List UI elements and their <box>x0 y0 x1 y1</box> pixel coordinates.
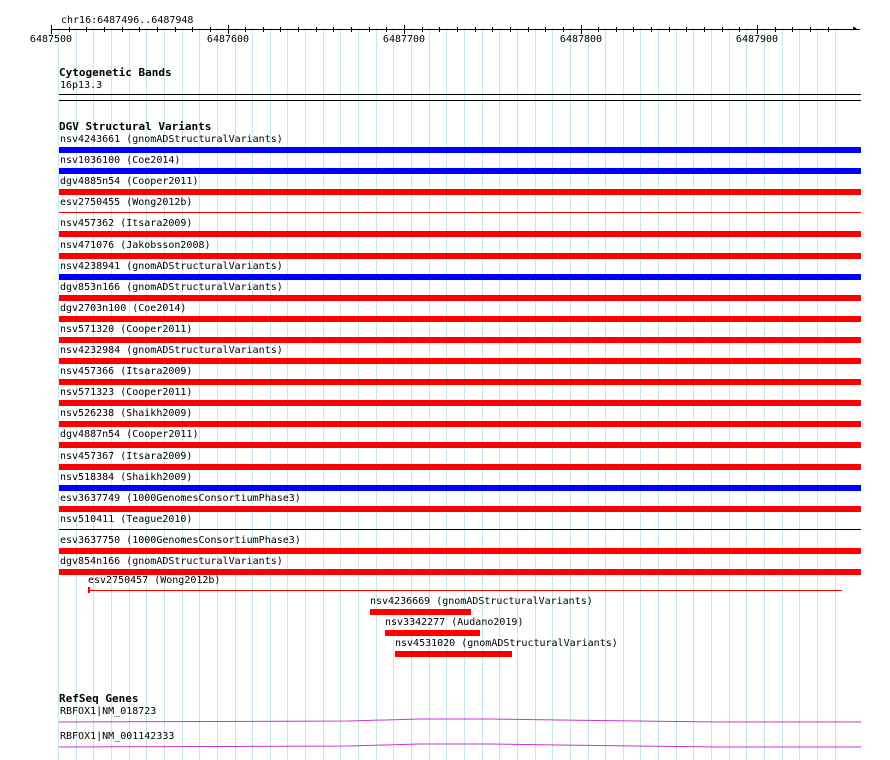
variant-bar[interactable] <box>59 147 861 153</box>
variant-label: nsv571320 (Cooper2011) <box>60 324 193 335</box>
grid-line <box>570 28 571 760</box>
variant-bar[interactable] <box>385 630 480 636</box>
variant-bar[interactable] <box>59 358 861 364</box>
grid-line <box>764 28 765 760</box>
variant-label: dgv4885n54 (Cooper2011) <box>60 176 199 187</box>
variant-label: esv3637749 (1000GenomesConsortiumPhase3) <box>60 493 301 504</box>
ruler-tick <box>86 27 87 32</box>
ruler-tick <box>139 27 140 32</box>
ruler-tick <box>210 27 211 32</box>
grid-line <box>711 28 712 760</box>
dgv-track-title: DGV Structural Variants <box>59 120 212 133</box>
ruler-tick <box>810 27 811 32</box>
ruler-tick <box>263 27 264 32</box>
refseq-track-title: RefSeq Genes <box>59 692 139 705</box>
ruler-tick <box>122 27 123 32</box>
cytoband-bar-bottom <box>59 100 861 101</box>
grid-line <box>535 28 536 760</box>
ruler-tick <box>633 27 634 32</box>
ruler-tick <box>51 25 52 34</box>
variant-label: nsv4238941 (gnomADStructuralVariants) <box>60 261 283 272</box>
ruler-tick <box>245 27 246 32</box>
variant-bar[interactable] <box>59 337 861 343</box>
cytoband-track-title: Cytogenetic Bands <box>59 66 172 79</box>
variant-bar[interactable] <box>59 316 861 322</box>
ruler-tick <box>104 27 105 32</box>
ruler-tick <box>775 27 776 32</box>
ruler-tick <box>581 25 582 34</box>
variant-label: nsv471076 (Jakobsson2008) <box>60 240 211 251</box>
ruler-tick <box>510 27 511 32</box>
variant-label: nsv457366 (Itsara2009) <box>60 366 193 377</box>
gene-label: RBFOX1|NM_018723 <box>60 706 157 717</box>
variant-label: dgv4887n54 (Cooper2011) <box>60 429 199 440</box>
grid-line <box>658 28 659 760</box>
ruler-tick <box>369 27 370 32</box>
grid-line <box>799 28 800 760</box>
ruler-label: 6487600 <box>206 34 250 45</box>
variant-bar[interactable] <box>59 464 861 470</box>
variant-label: esv2750457 (Wong2012b) <box>88 575 221 586</box>
gene-model-line[interactable] <box>59 717 861 725</box>
grid-line <box>376 28 377 760</box>
variant-label: dgv2703n100 (Coe2014) <box>60 303 187 314</box>
ruler-tick <box>598 27 599 32</box>
ruler-tick <box>792 27 793 32</box>
gene-label: RBFOX1|NM_001142333 <box>60 731 175 742</box>
grid-line <box>58 28 59 760</box>
grid-line <box>623 28 624 760</box>
ruler-tick <box>457 27 458 32</box>
variant-label: nsv1036100 (Coe2014) <box>60 155 181 166</box>
grid-line <box>517 28 518 760</box>
ruler-tick <box>828 27 829 32</box>
ruler-tick <box>616 27 617 32</box>
cytoband-bar-top <box>59 94 861 95</box>
variant-bar[interactable] <box>59 529 861 530</box>
grid-line <box>588 28 589 760</box>
ruler-tick <box>69 27 70 32</box>
ruler-tick <box>404 25 405 34</box>
variant-label: esv2750455 (Wong2012b) <box>60 197 193 208</box>
variant-bar[interactable] <box>59 506 861 512</box>
ruler-tick <box>351 27 352 32</box>
variant-label: dgv853n166 (gnomADStructuralVariants) <box>60 282 283 293</box>
variant-bar[interactable] <box>88 590 842 591</box>
grid-line <box>552 28 553 760</box>
grid-line <box>729 28 730 760</box>
variant-label: nsv457362 (Itsara2009) <box>60 218 193 229</box>
variant-label: nsv4232984 (gnomADStructuralVariants) <box>60 345 283 356</box>
ruler-tick <box>757 25 758 34</box>
ruler-tick <box>175 27 176 32</box>
grid-line <box>835 28 836 760</box>
variant-bar[interactable] <box>59 485 861 491</box>
grid-line <box>693 28 694 760</box>
variant-bar[interactable] <box>59 295 861 301</box>
variant-bar[interactable] <box>59 231 861 237</box>
variant-bar[interactable] <box>59 189 861 195</box>
ruler-tick <box>439 27 440 32</box>
grid-line <box>340 28 341 760</box>
ruler-tick <box>722 27 723 32</box>
grid-line <box>782 28 783 760</box>
ruler-label: 6487500 <box>29 34 73 45</box>
ruler-tick <box>192 27 193 32</box>
ruler-tick <box>651 27 652 32</box>
variant-label: nsv4236669 (gnomADStructuralVariants) <box>370 596 593 607</box>
ruler-tick <box>157 27 158 32</box>
variant-bar[interactable] <box>59 379 861 385</box>
variant-bar[interactable] <box>59 400 861 406</box>
chromosome-position: chr16:6487496..6487948 <box>61 15 194 26</box>
ruler-tick <box>739 27 740 32</box>
ruler-label: 6487700 <box>382 34 426 45</box>
variant-label: nsv518384 (Shaikh2009) <box>60 472 193 483</box>
ruler-arrow-icon: ▸ <box>852 23 859 34</box>
grid-line <box>817 28 818 760</box>
ruler-tick <box>228 25 229 34</box>
variant-bar[interactable] <box>59 253 861 259</box>
variant-bar[interactable] <box>395 651 512 657</box>
variant-bar[interactable] <box>59 548 861 554</box>
variant-label: nsv510411 (Teague2010) <box>60 514 193 525</box>
variant-bar[interactable] <box>59 274 861 280</box>
variant-label: esv3637750 (1000GenomesConsortiumPhase3) <box>60 535 301 546</box>
ruler-tick <box>316 27 317 32</box>
grid-line <box>676 28 677 760</box>
variant-label: nsv457367 (Itsara2009) <box>60 451 193 462</box>
variant-label: nsv571323 (Cooper2011) <box>60 387 193 398</box>
grid-line <box>640 28 641 760</box>
variant-label: nsv4531020 (gnomADStructuralVariants) <box>395 638 618 649</box>
variant-bar-start <box>88 587 90 593</box>
variant-label: nsv526238 (Shaikh2009) <box>60 408 193 419</box>
grid-line <box>358 28 359 760</box>
ruler-tick <box>563 27 564 32</box>
variant-label: nsv4243661 (gnomADStructuralVariants) <box>60 134 283 145</box>
cytoband-label: 16p13.3 <box>60 80 103 91</box>
ruler-tick <box>298 27 299 32</box>
ruler-tick <box>545 27 546 32</box>
ruler-tick <box>686 27 687 32</box>
ruler-tick <box>669 27 670 32</box>
ruler-label: 6487900 <box>735 34 779 45</box>
variant-bar[interactable] <box>59 168 861 174</box>
grid-line <box>746 28 747 760</box>
ruler-tick <box>475 27 476 32</box>
ruler-tick <box>704 27 705 32</box>
ruler-tick <box>422 27 423 32</box>
variant-bar[interactable] <box>59 212 861 213</box>
grid-line <box>323 28 324 760</box>
variant-label: nsv3342277 (Audano2019) <box>385 617 524 628</box>
variant-bar[interactable] <box>59 421 861 427</box>
ruler-tick <box>333 27 334 32</box>
ruler-tick <box>280 27 281 32</box>
variant-bar[interactable] <box>59 442 861 448</box>
variant-bar[interactable] <box>370 609 471 615</box>
variant-label: dgv854n166 (gnomADStructuralVariants) <box>60 556 283 567</box>
gene-model-line[interactable] <box>59 742 861 750</box>
grid-line <box>393 28 394 760</box>
grid-line <box>605 28 606 760</box>
ruler-label: 6487800 <box>559 34 603 45</box>
ruler-tick <box>492 27 493 32</box>
ruler-tick <box>386 27 387 32</box>
ruler-tick <box>528 27 529 32</box>
grid-line <box>287 28 288 760</box>
grid-line <box>305 28 306 760</box>
